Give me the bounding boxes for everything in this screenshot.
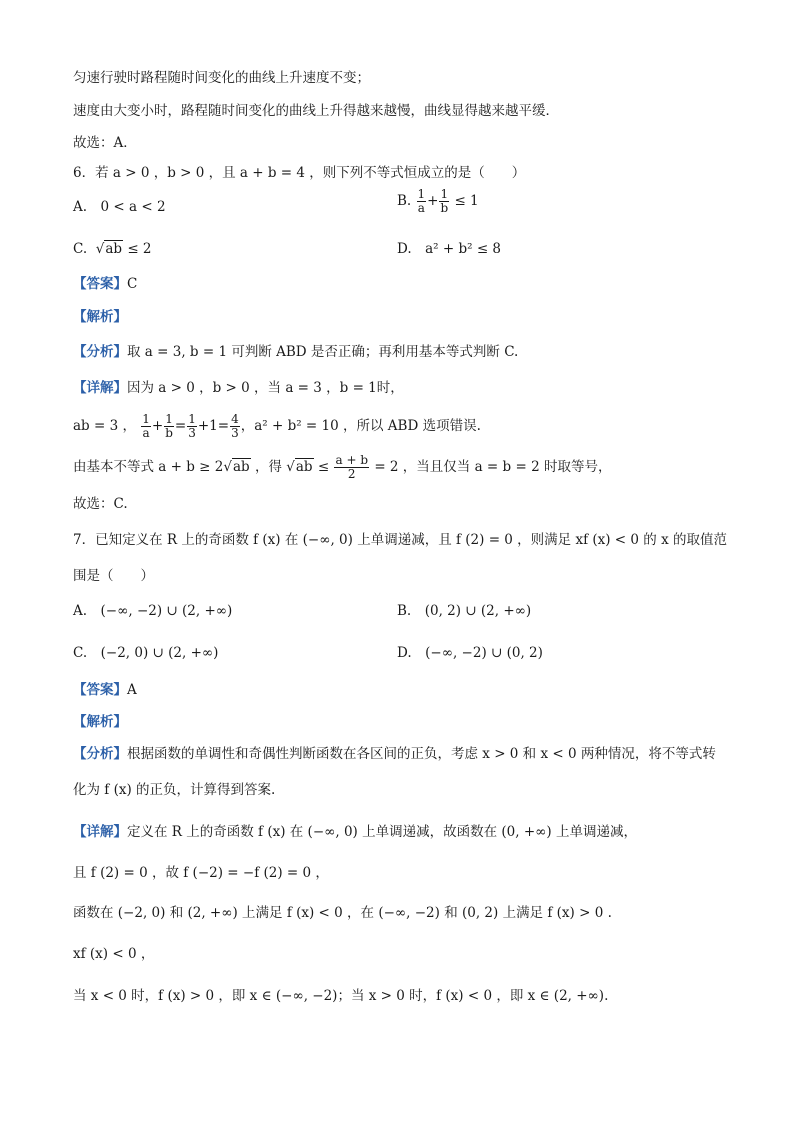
q7-xiangjie-line5: 当 x < 0 时，f (x) > 0 ，即 x ∈ (−∞, −2)；当 x > 0 时，f (x) < 0 ，即 x ∈ (2, +∞). bbox=[73, 988, 609, 1004]
q7-fenxi-cont: 化为 f (x) 的正负，计算得到答案. bbox=[73, 782, 276, 798]
q6-select: 故选：C. bbox=[73, 496, 128, 512]
xiangjie-text: 定义在 R 上的奇函数 f (x) 在 (−∞, 0) 上单调递减，故函数在 (0, +∞) 上单调递减， bbox=[127, 824, 637, 840]
q6-xiangjie bbox=[73, 378, 404, 398]
q7-option-c: C. (−2, 0) ∪ (2, +∞) bbox=[73, 645, 219, 661]
xiangjie-sum-squares: = 10 ，所以 ABD 选项错误. bbox=[305, 418, 481, 434]
q7-jiexi bbox=[73, 712, 127, 732]
question-7-stem-cont: 围是（ ） bbox=[73, 568, 154, 584]
xiangjie-de: ，得 bbox=[254, 459, 282, 475]
q6-xiangjie-line3: 由基本不等式 a + b ≥ 2√ab ，得 √ab ≤ $\frac{a + b}{2}$ = 2 ，当且仅当 a = b = 2 时取等号， bbox=[73, 453, 612, 481]
xiangjie-equality: = 2 ，当且仅当 a = b = 2 时取等号， bbox=[374, 459, 612, 475]
q6-option-b-tail: ≤ 1 bbox=[454, 193, 479, 209]
q6-option-c-label: C. bbox=[73, 241, 88, 257]
q7-option-b: B. (0, 2) ∪ (2, +∞) bbox=[397, 603, 532, 619]
q6-option-b: B. $\frac{1}{a}$ + $\frac{1}{b}$ ≤ 1 bbox=[397, 187, 479, 215]
xiangjie-inequality: 由基本不等式 a + b ≥ 2 bbox=[73, 459, 224, 475]
answer-tag: 【答案】 bbox=[73, 682, 127, 698]
q7-option-a: A. (−∞, −2) ∪ (2, +∞) bbox=[73, 603, 233, 619]
q6-option-c-tail: ≤ 2 bbox=[127, 241, 152, 257]
xiangjie-tag: 【详解】 bbox=[73, 380, 127, 396]
q7-xiangjie-line2: 且 f (2) = 0 ，故 f (−2) = −f (2) = 0 ， bbox=[73, 865, 329, 881]
q6-option-c-radicand: ab bbox=[105, 241, 123, 257]
q6-answer bbox=[73, 274, 137, 294]
xiangjie-tag: 【详解】 bbox=[73, 824, 127, 840]
xiangjie-text: 因为 a > 0 ，b > 0 ，当 a = 3 ，b = 1时， bbox=[127, 380, 404, 396]
q6-fenxi bbox=[73, 342, 518, 362]
xiangjie-ab: ab = 3 ， bbox=[73, 418, 136, 434]
text-line: 速度由大变小时，路程随时间变化的曲线上升得越来越慢，曲线显得越来越平缓． bbox=[73, 103, 559, 119]
q7-xiangjie-line3: 函数在 (−2, 0) 和 (2, +∞) 上满足 f (x) < 0 ，在 (−∞, −2) 和 (0, 2) 上满足 f (x) > 0 . bbox=[73, 905, 612, 921]
fenxi-tag: 【分析】 bbox=[73, 344, 127, 360]
q7-xiangjie-line4: xf (x) < 0 ， bbox=[73, 946, 155, 962]
fenxi-tag: 【分析】 bbox=[73, 746, 127, 762]
fenxi-text: 取 a = 3, b = 1 可判断 ABD 是否正确；再利用基本等式判断 C. bbox=[127, 344, 519, 360]
q7-option-d: D. (−∞, −2) ∪ (0, 2) bbox=[397, 645, 543, 661]
jiexi-tag: 【解析】 bbox=[73, 309, 127, 325]
q7-answer bbox=[73, 680, 137, 700]
text-line: 匀速行驶时路程随时间变化的曲线上升速度不变； bbox=[73, 70, 370, 86]
q7-xiangjie bbox=[73, 822, 637, 842]
answer-value: A bbox=[127, 682, 137, 698]
question-6-stem: 6．若 a > 0 ，b > 0 ，且 a + b = 4 ，则下列不等式恒成立的是（ ） bbox=[73, 165, 526, 181]
q6-option-b-label: B. bbox=[397, 193, 412, 209]
q6-xiangjie-line2: ab = 3 ， $\frac{1}{a}$ + $\frac{1}{b}$ = $\frac{1}{3}$ +1= $\frac{4}{3}$ ，a² + b² = 10 ，所以 ABD 选项错误. bbox=[73, 412, 481, 440]
fenxi-text: 根据函数的单调性和奇偶性判断函数在各区间的正负，考虑 x > 0 和 x < 0 两种情况，将不等式转 bbox=[127, 746, 716, 762]
q6-option-a: A. 0 < a < 2 bbox=[73, 199, 166, 215]
answer-tag: 【答案】 bbox=[73, 276, 127, 292]
question-7-stem: 7．已知定义在 R 上的奇函数 f (x) 在 (−∞, 0) 上单调递减，且 f (2) = 0 ，则满足 xf (x) < 0 的 x 的取值范 bbox=[73, 532, 727, 548]
q6-option-c: C. √ab ≤ 2 bbox=[73, 241, 152, 257]
q6-jiexi bbox=[73, 307, 127, 327]
text-line: 故选：A． bbox=[73, 135, 137, 151]
answer-value: C bbox=[127, 276, 138, 292]
q7-fenxi bbox=[73, 744, 716, 764]
jiexi-tag: 【解析】 bbox=[73, 714, 127, 730]
q6-option-d: D. a² + b² ≤ 8 bbox=[397, 241, 502, 257]
